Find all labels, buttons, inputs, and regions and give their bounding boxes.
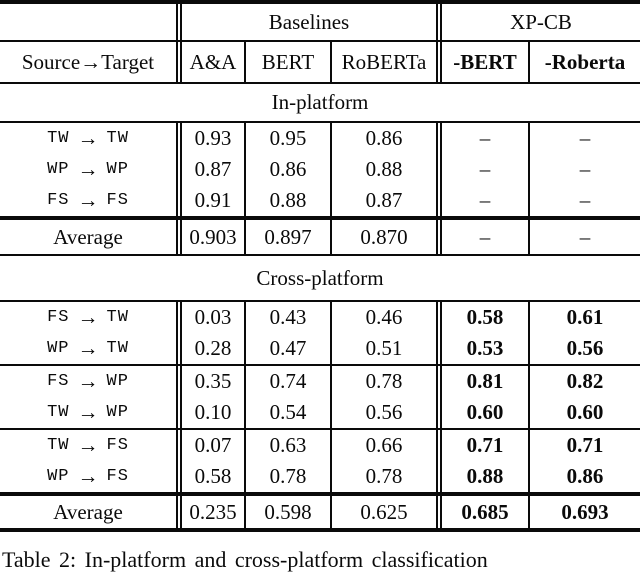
value-cell: 0.54: [244, 397, 330, 428]
value-cell: 0.47: [244, 333, 330, 364]
value-cell: 0.53: [436, 333, 528, 364]
arrow-icon: →: [77, 305, 99, 329]
arrow-icon: →: [77, 400, 99, 424]
section-title-row: [0, 84, 640, 121]
target-platform: FS: [106, 191, 129, 210]
average-row: [0, 496, 640, 528]
value-cell: 0.897: [244, 220, 330, 254]
value-cell: 0.82: [528, 366, 640, 397]
section-title-cross-platform: Cross-platform: [256, 265, 384, 290]
value-cell: 0.78: [330, 366, 436, 397]
value-cell: 0.51: [330, 333, 436, 364]
value-cell: 0.56: [330, 397, 436, 428]
column-header-bert: BERT: [244, 42, 330, 82]
value-cell: –: [528, 123, 640, 154]
value-cell: 0.71: [528, 430, 640, 461]
value-cell: 0.86: [244, 154, 330, 185]
group-header-xpcb: XP-CB: [436, 4, 640, 40]
value-cell: 0.87: [176, 154, 244, 185]
source-platform: FS: [47, 191, 70, 210]
value-cell: 0.78: [244, 461, 330, 492]
value-cell: 0.685: [436, 496, 528, 528]
target-platform: WP: [106, 160, 129, 179]
value-cell: 0.693: [528, 496, 640, 528]
route-label: [0, 123, 176, 154]
average-label: Average: [53, 224, 123, 249]
source-platform: FS: [47, 308, 70, 327]
value-cell: 0.58: [176, 461, 244, 492]
source-platform: TW: [47, 129, 70, 148]
source-platform: WP: [47, 339, 70, 358]
route-label: [0, 461, 176, 492]
value-cell: –: [528, 154, 640, 185]
table-row: [0, 461, 640, 492]
arrow-icon: →: [77, 369, 99, 393]
value-cell: 0.60: [528, 397, 640, 428]
table-row: [0, 123, 640, 154]
route-label: [0, 154, 176, 185]
value-cell: 0.03: [176, 302, 244, 333]
value-cell: –: [528, 220, 640, 254]
route-label: [0, 185, 176, 216]
source-platform: TW: [47, 436, 70, 455]
value-cell: 0.87: [330, 185, 436, 216]
value-cell: 0.598: [244, 496, 330, 528]
target-platform: TW: [106, 308, 129, 327]
value-cell: 0.43: [244, 302, 330, 333]
target-platform: WP: [106, 403, 129, 422]
source-platform: TW: [47, 403, 70, 422]
value-cell: 0.91: [176, 185, 244, 216]
value-cell: 0.88: [244, 185, 330, 216]
value-cell: 0.903: [176, 220, 244, 254]
bottom-double-rule: [0, 528, 640, 532]
route-label: [0, 397, 176, 428]
value-cell: 0.625: [330, 496, 436, 528]
table-row: [0, 397, 640, 428]
value-cell: 0.95: [244, 123, 330, 154]
arrow-icon: →: [77, 464, 99, 488]
column-header-source-target: Source→Target: [21, 49, 155, 74]
value-cell: 0.28: [176, 333, 244, 364]
section-title-row: [0, 256, 640, 300]
table-row: [0, 366, 640, 397]
arrow-icon: →: [77, 157, 99, 181]
value-cell: 0.66: [330, 430, 436, 461]
target-platform: TW: [106, 129, 129, 148]
value-cell: 0.60: [436, 397, 528, 428]
table-row: [0, 154, 640, 185]
table-row: [0, 185, 640, 216]
group-header-row: [0, 4, 640, 40]
source-platform: FS: [47, 372, 70, 391]
value-cell: 0.63: [244, 430, 330, 461]
value-cell: 0.07: [176, 430, 244, 461]
value-cell: 0.235: [176, 496, 244, 528]
value-cell: –: [436, 185, 528, 216]
value-cell: 0.88: [330, 154, 436, 185]
route-label: [0, 302, 176, 333]
value-cell: 0.58: [436, 302, 528, 333]
value-cell: 0.56: [528, 333, 640, 364]
value-cell: 0.86: [528, 461, 640, 492]
column-header-xpcb-roberta: -Roberta: [528, 42, 640, 82]
arrow-icon: →: [77, 336, 99, 360]
target-platform: FS: [106, 436, 129, 455]
source-platform: WP: [47, 467, 70, 486]
table-row: [0, 430, 640, 461]
target-platform: WP: [106, 372, 129, 391]
value-cell: –: [436, 220, 528, 254]
value-cell: 0.74: [244, 366, 330, 397]
arrow-icon: →: [77, 126, 99, 150]
value-cell: –: [436, 154, 528, 185]
column-header-aa: A&A: [176, 42, 244, 82]
column-header-roberta: RoBERTa: [330, 42, 436, 82]
table-row: [0, 333, 640, 364]
column-header-row: [0, 42, 640, 82]
value-cell: 0.870: [330, 220, 436, 254]
section-title-in-platform: In-platform: [271, 90, 369, 114]
value-cell: 0.10: [176, 397, 244, 428]
route-label: [0, 333, 176, 364]
average-label: Average: [53, 499, 123, 524]
table-caption: Table 2: In-platform and cross-platform classification: [2, 547, 488, 572]
average-row: [0, 220, 640, 254]
value-cell: 0.86: [330, 123, 436, 154]
value-cell: 0.46: [330, 302, 436, 333]
column-header-xpcb-bert: -BERT: [436, 42, 528, 82]
arrow-icon: →: [77, 188, 99, 212]
empty-corner-cell: [0, 4, 176, 40]
value-cell: 0.88: [436, 461, 528, 492]
route-label: [0, 430, 176, 461]
group-header-baselines: Baselines: [176, 4, 436, 40]
value-cell: 0.78: [330, 461, 436, 492]
route-label: [0, 366, 176, 397]
table-row: [0, 302, 640, 333]
value-cell: –: [528, 185, 640, 216]
value-cell: 0.93: [176, 123, 244, 154]
value-cell: 0.81: [436, 366, 528, 397]
target-platform: FS: [106, 467, 129, 486]
source-platform: WP: [47, 160, 70, 179]
value-cell: 0.61: [528, 302, 640, 333]
value-cell: 0.35: [176, 366, 244, 397]
target-platform: TW: [106, 339, 129, 358]
value-cell: 0.71: [436, 430, 528, 461]
value-cell: –: [436, 123, 528, 154]
arrow-icon: →: [77, 433, 99, 457]
